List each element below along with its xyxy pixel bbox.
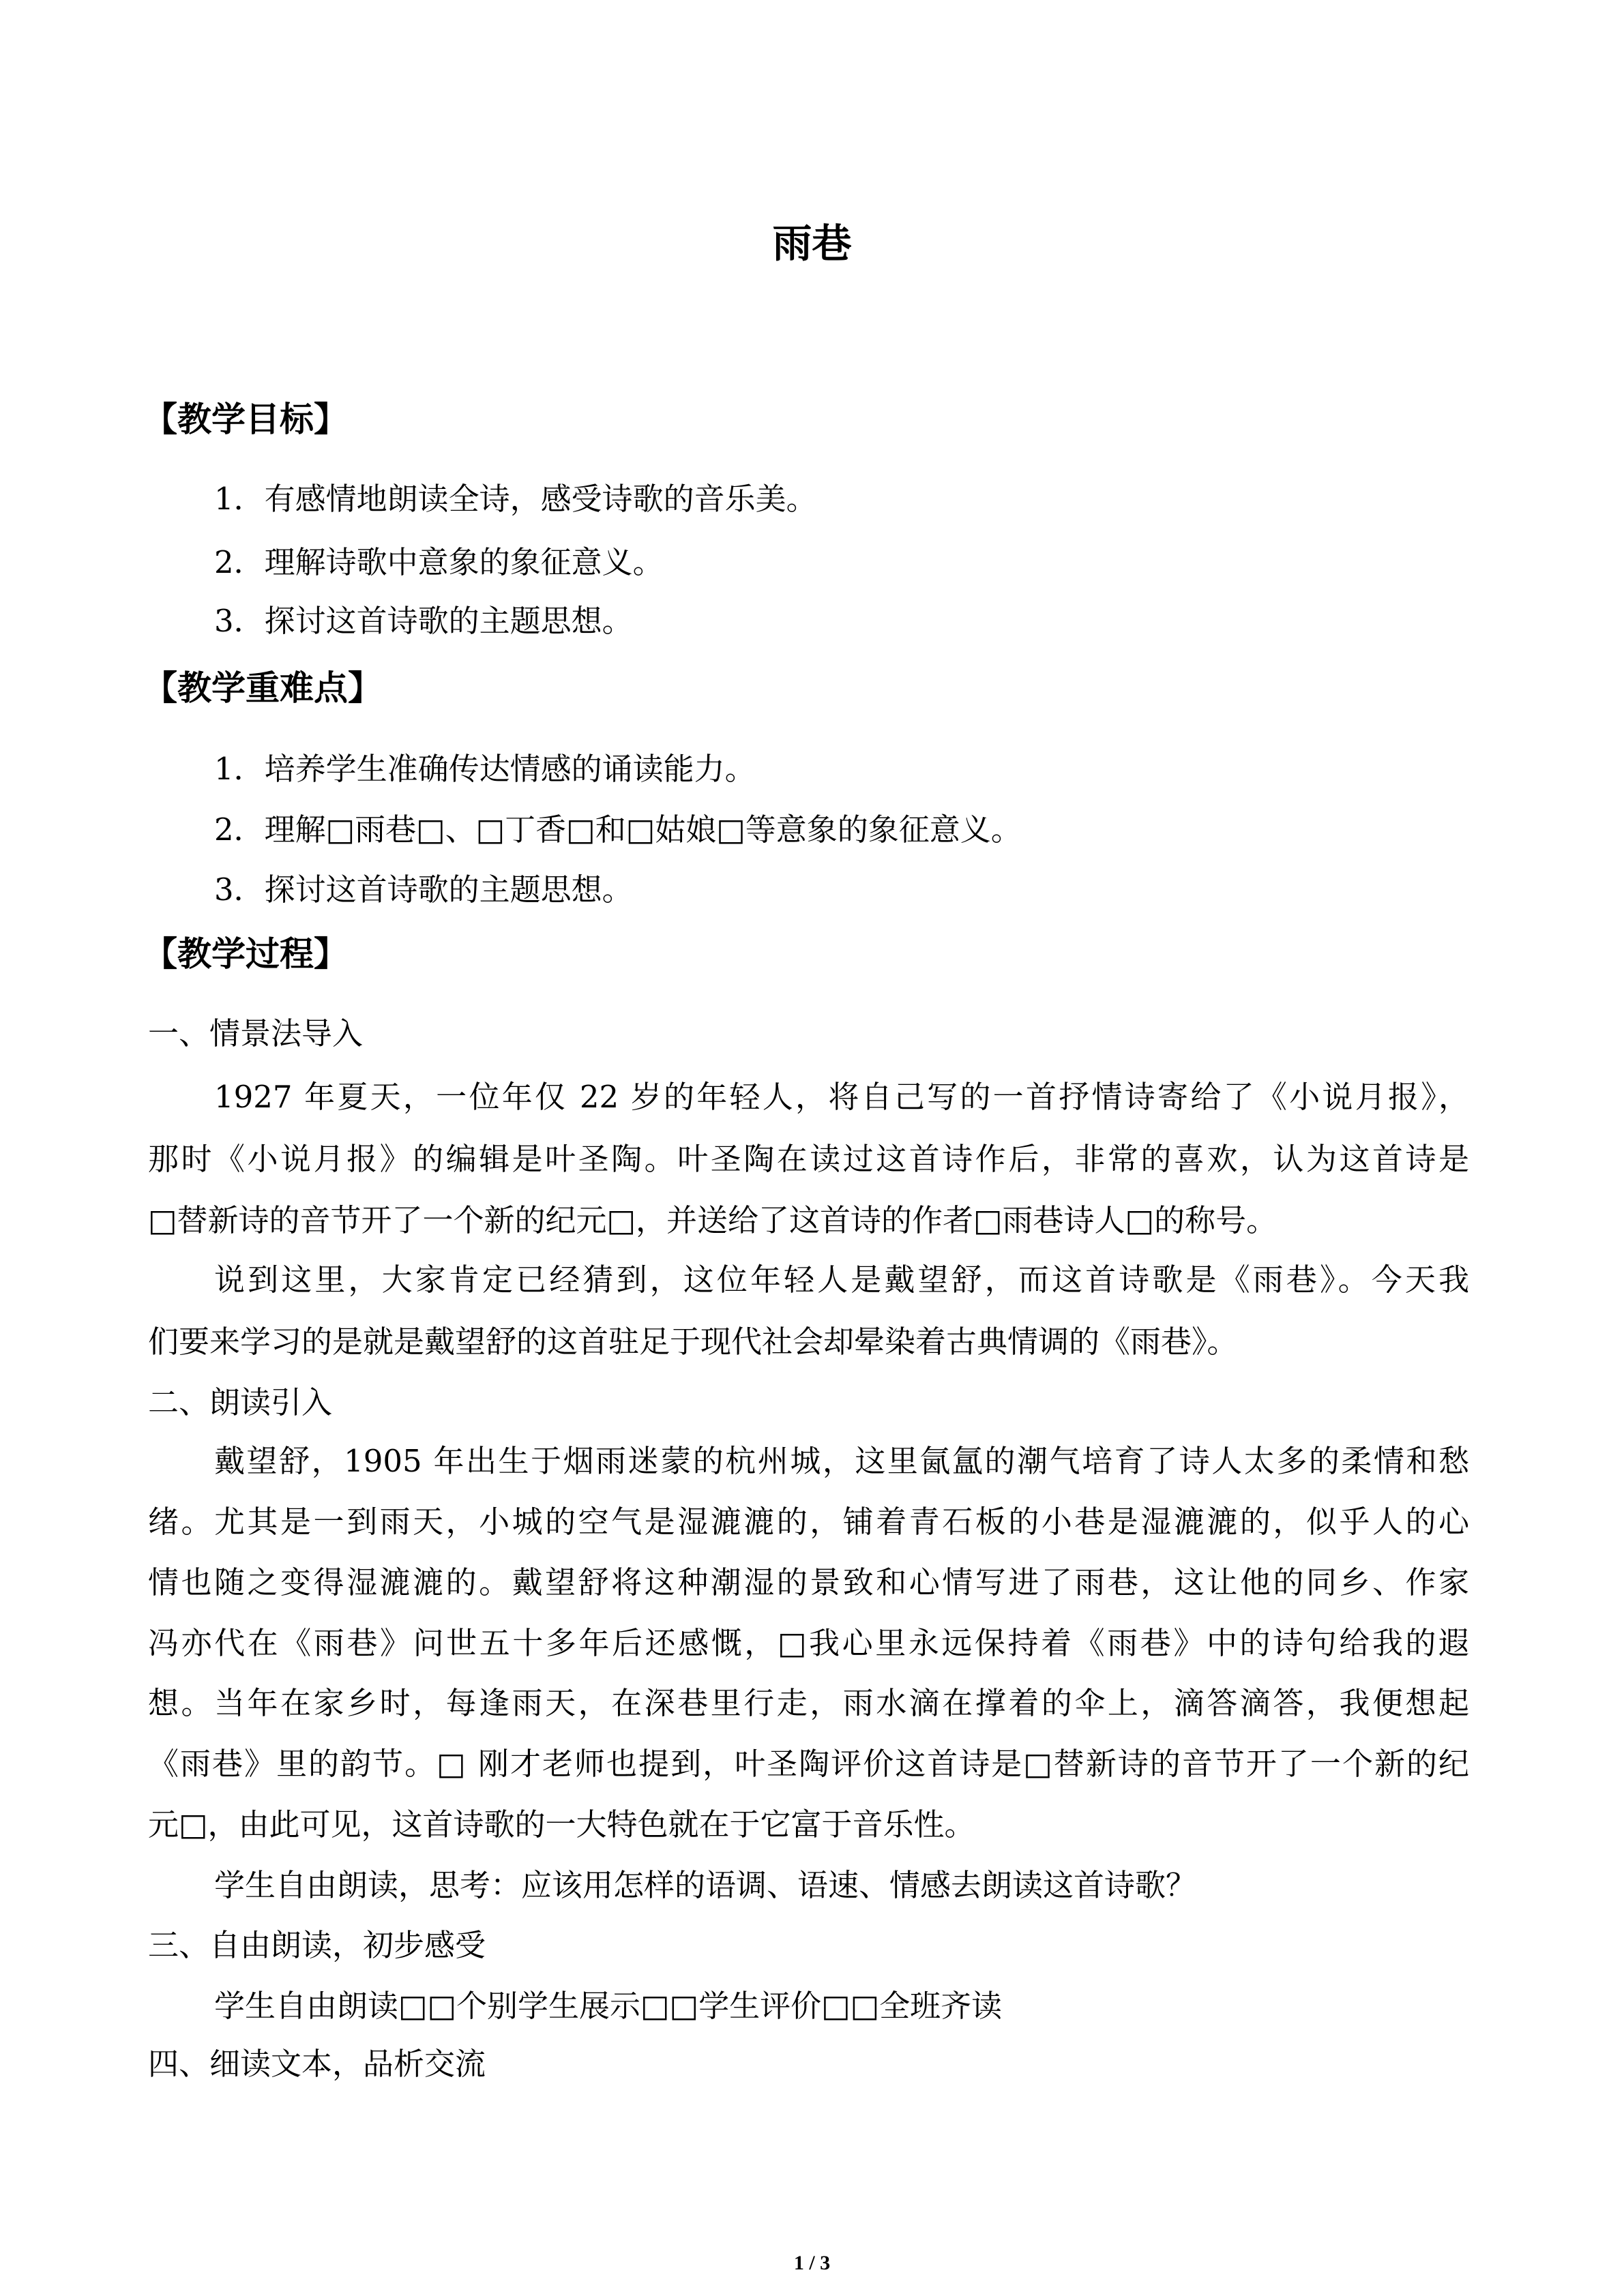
paragraph-line: 们要来学习的是就是戴望舒的这首驻足于现代社会却晕染着古典情调的《雨巷》。 (148, 1324, 1238, 1360)
paragraph-line: 1927 年夏天，一位年仅 22 岁的年轻人，将自己写的一首抒情诗寄给了《小说月报》， (214, 1079, 1469, 1115)
paragraph-line: 绪。尤其是一到雨天，小城的空气是湿漉漉的，铺着青石板的小巷是湿漉漉的，似乎人的心 (148, 1504, 1469, 1540)
document-title: 雨巷 (772, 220, 852, 267)
objective-item: 1．有感情地朗读全诗，感受诗歌的音乐美。 (214, 481, 817, 517)
paragraph-line: 学生自由朗读，思考：应该用怎样的语调、语速、情感去朗读这首诗歌？ (214, 1867, 1197, 1903)
paragraph-line: 学生自由朗读□□个别学生展示□□学生评价□□全班齐读 (214, 1988, 1003, 2024)
paragraph-line: 情也随之变得湿漉漉的。戴望舒将这种潮湿的景致和心情写进了雨巷，这让他的同乡、作家 (148, 1564, 1469, 1600)
key-point-item: 3．探讨这首诗歌的主题思想。 (214, 871, 633, 908)
page-number: 1 / 3 (793, 2252, 831, 2274)
key-points-heading: 【教学重难点】 (143, 668, 382, 708)
paragraph-line: 戴望舒，1905 年出生于烟雨迷蒙的杭州城，这里氤氲的潮气培育了诗人太多的柔情和愁 (214, 1443, 1469, 1479)
paragraph-line: 元□，由此可见，这首诗歌的一大特色就在于它富于音乐性。 (148, 1806, 975, 1843)
paragraph-line: 冯亦代在《雨巷》问世五十多年后还感慨，□我心里永远保持着《雨巷》中的诗句给我的遐 (148, 1625, 1469, 1661)
section-heading: 一、情景法导入 (148, 1015, 364, 1052)
paragraph-line: □替新诗的音节开了一个新的纪元□，并送给了这首诗的作者□雨巷诗人□的称号。 (148, 1202, 1278, 1238)
process-heading: 【教学过程】 (143, 934, 348, 974)
paragraph-line: 那时《小说月报》的编辑是叶圣陶。叶圣陶在读过这首诗作后，非常的喜欢，认为这首诗是 (148, 1141, 1469, 1177)
paragraph-line: 想。当年在家乡时，每逢雨天，在深巷里行走，雨水滴在撑着的伞上，滴答滴答，我便想起 (148, 1685, 1469, 1721)
objective-item: 2．理解诗歌中意象的象征意义。 (214, 544, 664, 580)
section-heading: 四、细读文本，品析交流 (148, 2046, 486, 2082)
section-heading: 三、自由朗读，初步感受 (148, 1927, 486, 1963)
objectives-heading: 【教学目标】 (143, 400, 348, 439)
objective-item: 3．探讨这首诗歌的主题思想。 (214, 603, 633, 639)
key-point-item: 2．理解□雨巷□、□丁香□和□姑娘□等意象的象征意义。 (214, 811, 1022, 848)
paragraph-line: 说到这里，大家肯定已经猜到，这位年轻人是戴望舒，而这首诗歌是《雨巷》。今天我 (214, 1262, 1469, 1298)
key-point-item: 1．培养学生准确传达情感的诵读能力。 (214, 751, 756, 787)
section-heading: 二、朗读引入 (148, 1384, 333, 1420)
paragraph-line: 《雨巷》里的韵节。□ 刚才老师也提到，叶圣陶评价这首诗是□替新诗的音节开了一个新的纪 (148, 1746, 1469, 1782)
